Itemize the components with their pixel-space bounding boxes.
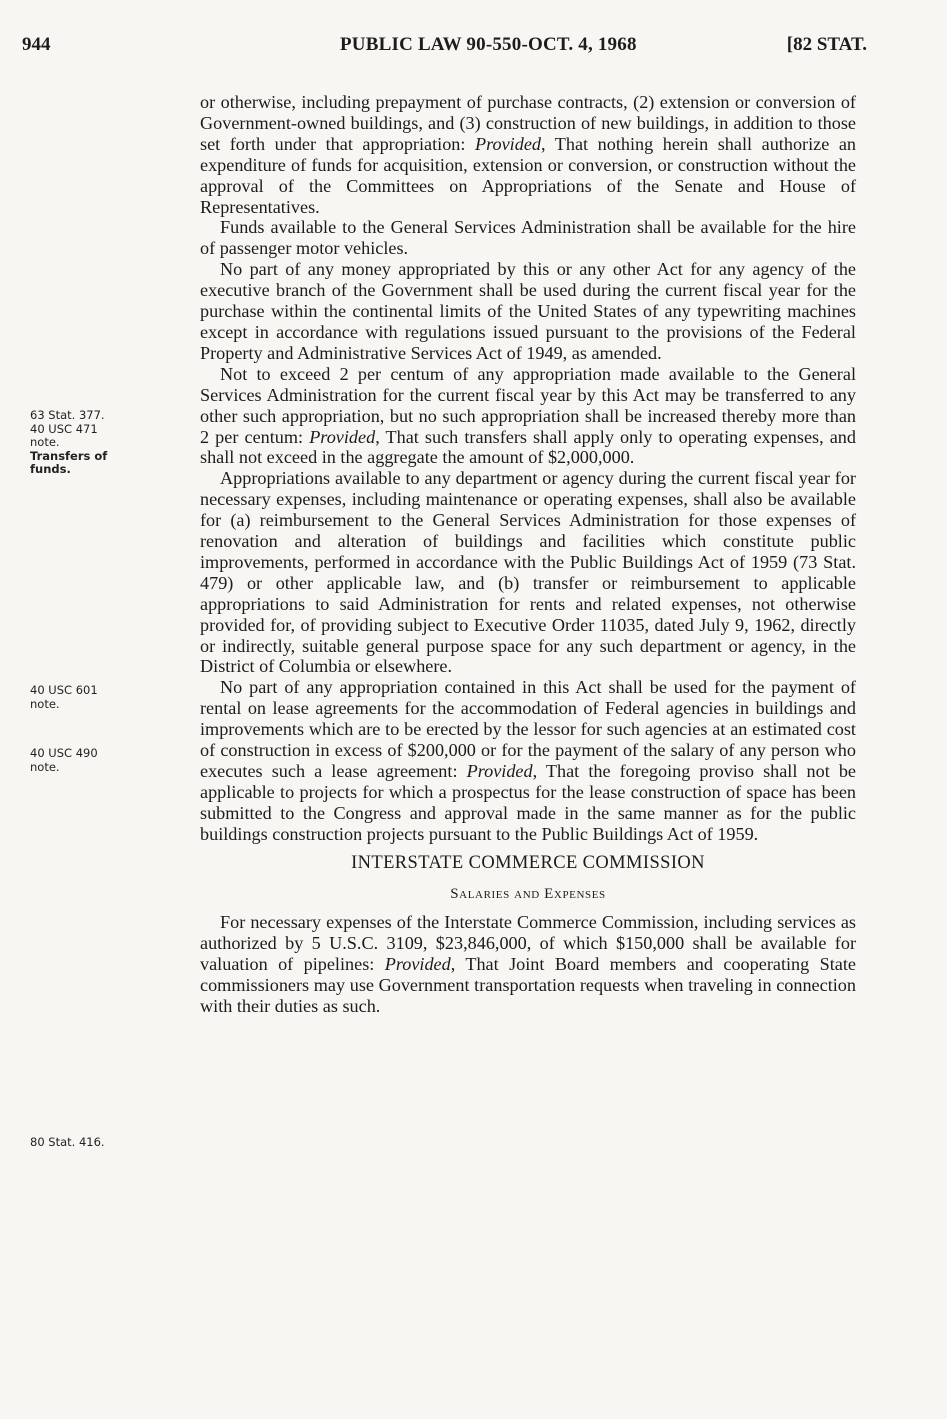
paragraph-passenger-vehicles: Funds available to the General Services Administration shall be available for the hire of passenger motor vehicles. xyxy=(200,217,856,259)
margin-note-line: note. xyxy=(30,759,60,774)
statute-volume: [82 STAT. xyxy=(786,34,867,55)
running-title: PUBLIC LAW 90-550-OCT. 4, 1968 xyxy=(340,34,637,55)
margin-note-line: 40 USC 601 xyxy=(30,683,98,697)
running-header xyxy=(22,34,867,64)
paragraph-continuation: or otherwise, including prepayment of purchase contracts, (2) extension or conversion of Government-owned buildings, and (3) construction of new buildings, in addition to those set forth under that appropriation: Provided, That nothing herein shall authorize an expenditure of funds for acquisition, extension or conversion, or construction without the approval of the Committees on Appropriations of the Senate and House of Representatives. xyxy=(200,92,856,217)
margin-note-line: 63 Stat. 377. xyxy=(30,408,105,422)
paragraph-transfers: Not to exceed 2 per centum of any appropriation made available to the General Services Administration for the current fiscal year by this Act may be transferred to any other such appropriation, but no such appropriation shall be increased thereby more than 2 per centum: Provided, That such transfers shall apply only to operating expenses, and shall not exceed in the aggregate the amount of $2,000,000. xyxy=(200,363,856,468)
section-heading: INTERSTATE COMMERCE COMMISSION xyxy=(351,852,705,873)
margin-note-line: 40 USC 471 xyxy=(30,421,98,436)
margin-note-40-usc-601 xyxy=(30,684,170,711)
margin-note-63-stat xyxy=(30,409,170,477)
paragraph-icc-expenses: For necessary expenses of the Interstate Commerce Commission, including services as authorized by 5 U.S.C. 3109, $23,846,000, of which $150,000 shall be available for valuation of pipelines: Provided, That Joint Board members and cooperating State commissioners may use Government transportation requests when traveling in connection with their duties as such. xyxy=(200,912,856,1017)
margin-note-40-usc-490 xyxy=(30,747,170,774)
paragraph-typewriters: No part of any money appropriated by this or any other Act for any agency of the executive branch of the Government shall be used during the current fiscal year for the purchase within the continental limits of the United States of any typewriting machines except in accordance with regulations issued pursuant to the provisions of the Federal Property and Administrative Services Act of 1949, as amended. xyxy=(200,259,856,363)
margin-note-line: note. xyxy=(30,696,60,711)
margin-note-line: 80 Stat. 416. xyxy=(30,1135,105,1149)
statute-text xyxy=(200,92,856,1017)
paragraph-appropriations: Appropriations available to any department or agency during the current fiscal year for necessary expenses, including maintenance or operating expenses, shall also be available for (a) reimbursement to the General Services Administration for those expenses of renovation and alteration of buildings and facilities which constitute public improvements, performed in accordance with the Public Buildings Act of 1959 (73 Stat. 479) or other applicable law, and (b) transfer or reimbursement to applicable appropriations to said Administration for rents and related expenses, not otherwise provided for, of providing subject to Executive Order 11035, dated July 9, 1962, directly or indirectly, suitable general purpose space for any such department or agency, in the District of Columbia or elsewhere. xyxy=(200,468,856,677)
margin-note-line: 40 USC 490 xyxy=(30,746,98,760)
paragraph-rental: No part of any appropriation contained in this Act shall be used for the payment of rental on lease agreements for the accommodation of Federal agencies in buildings and improvements which are to be erected by the lessor for such agencies at an estimated cost of construction in excess of $200,000 or for the payment of the salary of any person who executes such a lease agreement: Provided, That the foregoing proviso shall not be applicable to projects for which a prospectus for the lease construction of space has been submitted to the Congress and approval made in the same manner as for the public buildings construction projects pursuant to the Public Buildings Act of 1959. xyxy=(200,677,856,844)
margin-note-80-stat xyxy=(30,1136,170,1150)
section-subheading: Salaries and Expenses xyxy=(450,885,606,902)
margin-note-line: funds. xyxy=(30,462,71,477)
margin-note-line: Transfers of xyxy=(30,448,108,463)
page-number: 944 xyxy=(22,34,51,55)
margin-note-line: note. xyxy=(30,435,60,450)
